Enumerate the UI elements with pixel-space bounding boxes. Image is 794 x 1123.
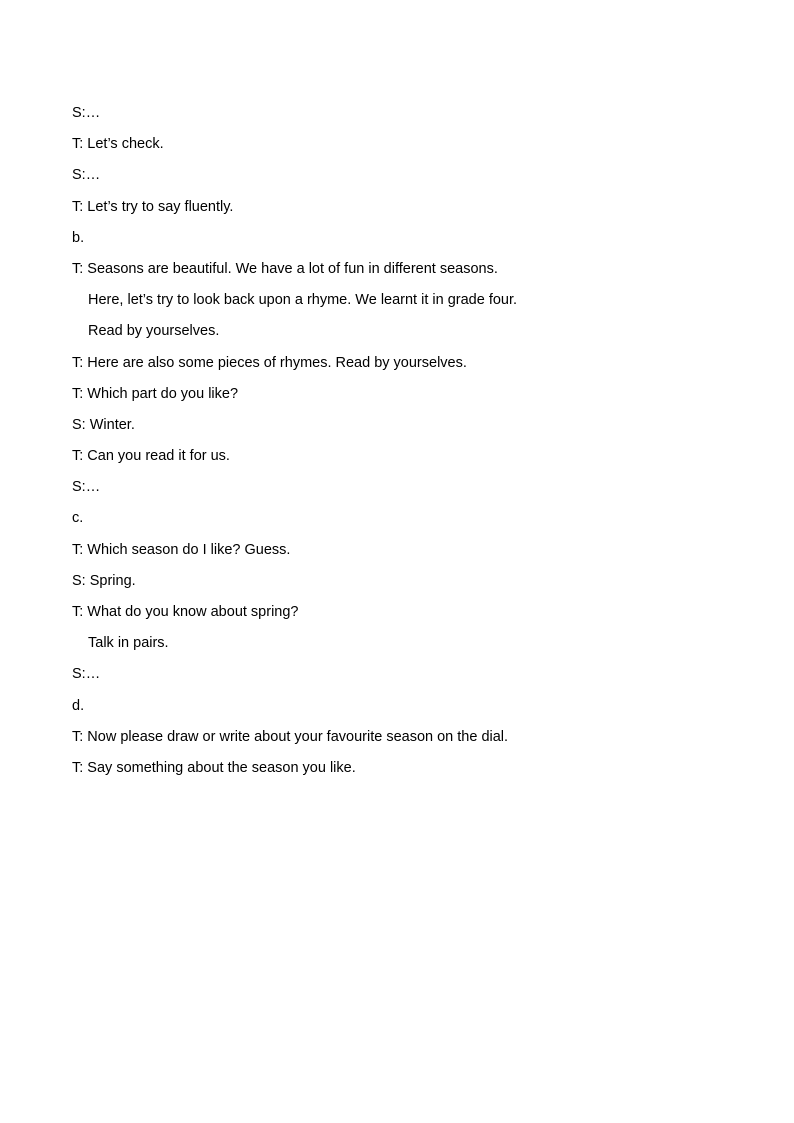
student-response-line: S:… — [72, 167, 101, 184]
document-body — [72, 98, 732, 784]
teacher-line: T: Let’s check. — [72, 136, 164, 153]
student-response-line: S: Winter. — [72, 416, 135, 433]
teacher-line-continuation: Here, let’s try to look back upon a rhyme. We learnt it in grade four. — [88, 292, 518, 309]
teacher-line: T: Which part do you like? — [72, 385, 239, 402]
teacher-line: T: Can you read it for us. — [72, 448, 230, 465]
teacher-line: T: Say something about the season you like. — [72, 759, 356, 776]
student-response-line: S:… — [72, 479, 101, 496]
student-response-line: S: Spring. — [72, 572, 136, 589]
teacher-line: T: Now please draw or write about your favourite season on the dial. — [72, 728, 509, 745]
teacher-line: T: Here are also some pieces of rhymes. Read by yourselves. — [72, 354, 467, 371]
teacher-line: T: What do you know about spring? — [72, 604, 299, 620]
student-response-line: S:… — [72, 666, 101, 683]
teacher-line-continuation: Read by yourselves. — [88, 323, 220, 340]
teacher-line: T: Which season do I like? Guess. — [72, 541, 291, 558]
teacher-line: T: Seasons are beautiful. We have a lot of fun in different seasons. — [72, 260, 498, 277]
section-label-c: c. — [72, 510, 84, 527]
teacher-line: T: Let’s try to say fluently. — [72, 198, 234, 215]
teacher-line-continuation: Talk in pairs. — [88, 635, 169, 652]
student-response-line: S:… — [72, 105, 101, 121]
section-label-d: d. — [72, 697, 85, 714]
section-label-b: b. — [72, 229, 85, 246]
